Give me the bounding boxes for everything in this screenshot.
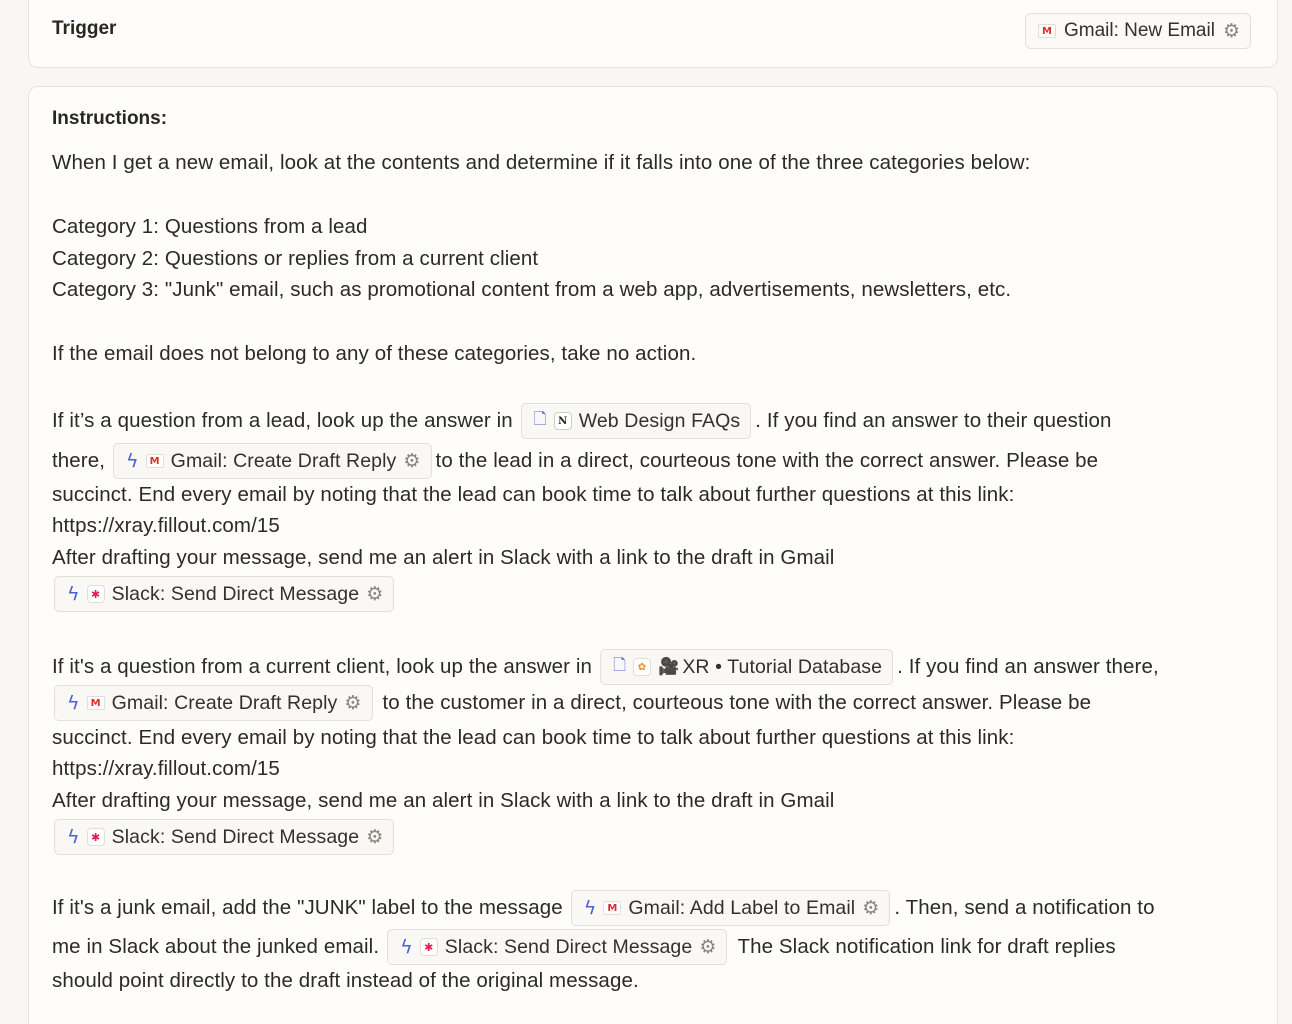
slack-send-direct-message-chip[interactable] (387, 929, 727, 965)
chip-label: Slack: Send Direct Message (111, 582, 360, 605)
gear-icon[interactable]: ⚙ (1222, 20, 1240, 42)
bolt-icon: ϟ (583, 897, 597, 919)
gear-icon[interactable]: ⚙ (366, 826, 384, 848)
notion-icon: N (554, 412, 572, 430)
lead-text: . If you find an answer to their question (755, 409, 1112, 432)
instruction-line: After drafting your message, send me an alert in Slack with a link to the draft in Gmail (52, 546, 835, 569)
gear-icon[interactable]: ⚙ (862, 897, 880, 919)
bolt-icon: ϟ (67, 583, 80, 605)
instruction-line: succinct. End every email by noting that the lead can book time to talk about further questions at this link: (52, 726, 1015, 749)
chip-label: XR • Tutorial Database (682, 655, 883, 678)
junk-text: . Then, send a notification to (894, 896, 1155, 919)
instruction-line: If the email does not belong to any of these categories, take no action. (52, 342, 697, 365)
instruction-line: After drafting your message, send me an alert in Slack with a link to the draft in Gmail (52, 789, 835, 812)
instruction-line: succinct. End every email by noting that the lead can book time to talk about further questions at this link: (52, 483, 1015, 506)
chip-label: Slack: Send Direct Message (111, 825, 360, 848)
slack-icon: ✱ (87, 585, 105, 603)
instruction-line: Category 2: Questions or replies from a current client (52, 247, 539, 270)
trigger-title: Trigger (52, 18, 117, 39)
gmail-icon: M (87, 696, 105, 710)
junk-text: If it's a junk email, add the "JUNK" label to the message (52, 896, 563, 919)
instruction-line (54, 685, 1091, 721)
instruction-line (52, 929, 1116, 965)
document-icon: 🗋 (613, 654, 627, 674)
instruction-line (52, 403, 1111, 439)
chip-label: Slack: Send Direct Message (444, 935, 693, 958)
bolt-icon: ϟ (126, 450, 139, 472)
instructions-title: Instructions: (52, 108, 168, 129)
slack-icon: ✱ (87, 828, 105, 846)
gmail-icon: M (146, 454, 164, 468)
trigger-gmail-new-email-chip[interactable] (1025, 13, 1251, 49)
database-app-icon: ✿ (633, 658, 651, 676)
gear-icon[interactable]: ⚙ (699, 936, 717, 958)
instruction-line (52, 649, 1159, 685)
gear-icon[interactable]: ⚙ (344, 692, 362, 714)
bolt-icon: ϟ (67, 692, 80, 714)
tutorial-database-chip[interactable] (600, 649, 893, 685)
instruction-line: https://xray.fillout.com/15 (52, 514, 280, 537)
instruction-line: Category 3: "Junk" email, such as promotional content from a web app, advertisements, newsletters, etc. (52, 278, 1012, 301)
junk-text: The Slack notification link for draft replies (737, 935, 1116, 958)
slack-send-direct-message-chip[interactable] (54, 576, 394, 612)
instruction-line (54, 819, 394, 855)
gmail-add-label-chip[interactable] (571, 890, 891, 926)
client-text: . If you find an answer there, (897, 655, 1159, 678)
instruction-line: Category 1: Questions from a lead (52, 215, 368, 238)
instruction-line: should point directly to the draft instead of the original message. (52, 969, 639, 992)
gmail-create-draft-reply-chip[interactable] (54, 685, 373, 721)
web-design-faqs-label: Web Design FAQs (578, 409, 741, 432)
instruction-line (52, 890, 1155, 926)
document-icon: 🗋 (533, 408, 547, 428)
junk-text: me in Slack about the junked email. (52, 935, 380, 958)
trigger-chip-label: Gmail: New Email (1063, 20, 1215, 41)
camera-icon: 🎥 (658, 657, 680, 677)
client-text: to the customer in a direct, courteous tone with the correct answer. Please be (382, 691, 1092, 714)
gear-icon[interactable]: ⚙ (403, 450, 421, 472)
instruction-line: When I get a new email, look at the contents and determine if it falls into one of the three categories below: (52, 151, 1031, 174)
instruction-line (52, 443, 1098, 479)
slack-icon: ✱ (420, 938, 438, 956)
lead-text: to the lead in a direct, courteous tone with the correct answer. Please be (435, 449, 1099, 472)
gmail-create-draft-reply-chip[interactable] (113, 443, 432, 479)
chip-label: Gmail: Add Label to Email (628, 896, 856, 919)
bolt-icon: ϟ (400, 936, 413, 958)
gmail-icon: M (603, 901, 621, 915)
slack-send-direct-message-chip[interactable] (54, 819, 394, 855)
chip-label: Gmail: Create Draft Reply (170, 449, 397, 472)
lead-text: there, (52, 449, 106, 472)
bolt-icon: ϟ (67, 826, 80, 848)
instruction-line (54, 576, 394, 612)
gmail-icon: M (1038, 24, 1056, 38)
chip-label: Gmail: Create Draft Reply (111, 691, 338, 714)
lead-text: If it’s a question from a lead, look up the answer in (52, 409, 513, 432)
instructions-card (28, 86, 1278, 1024)
client-text: If it's a question from a current client, look up the answer in (52, 655, 593, 678)
instruction-line: https://xray.fillout.com/15 (52, 757, 280, 780)
web-design-faqs-chip[interactable] (521, 403, 752, 439)
trigger-card (28, 0, 1278, 68)
gear-icon[interactable]: ⚙ (366, 583, 384, 605)
